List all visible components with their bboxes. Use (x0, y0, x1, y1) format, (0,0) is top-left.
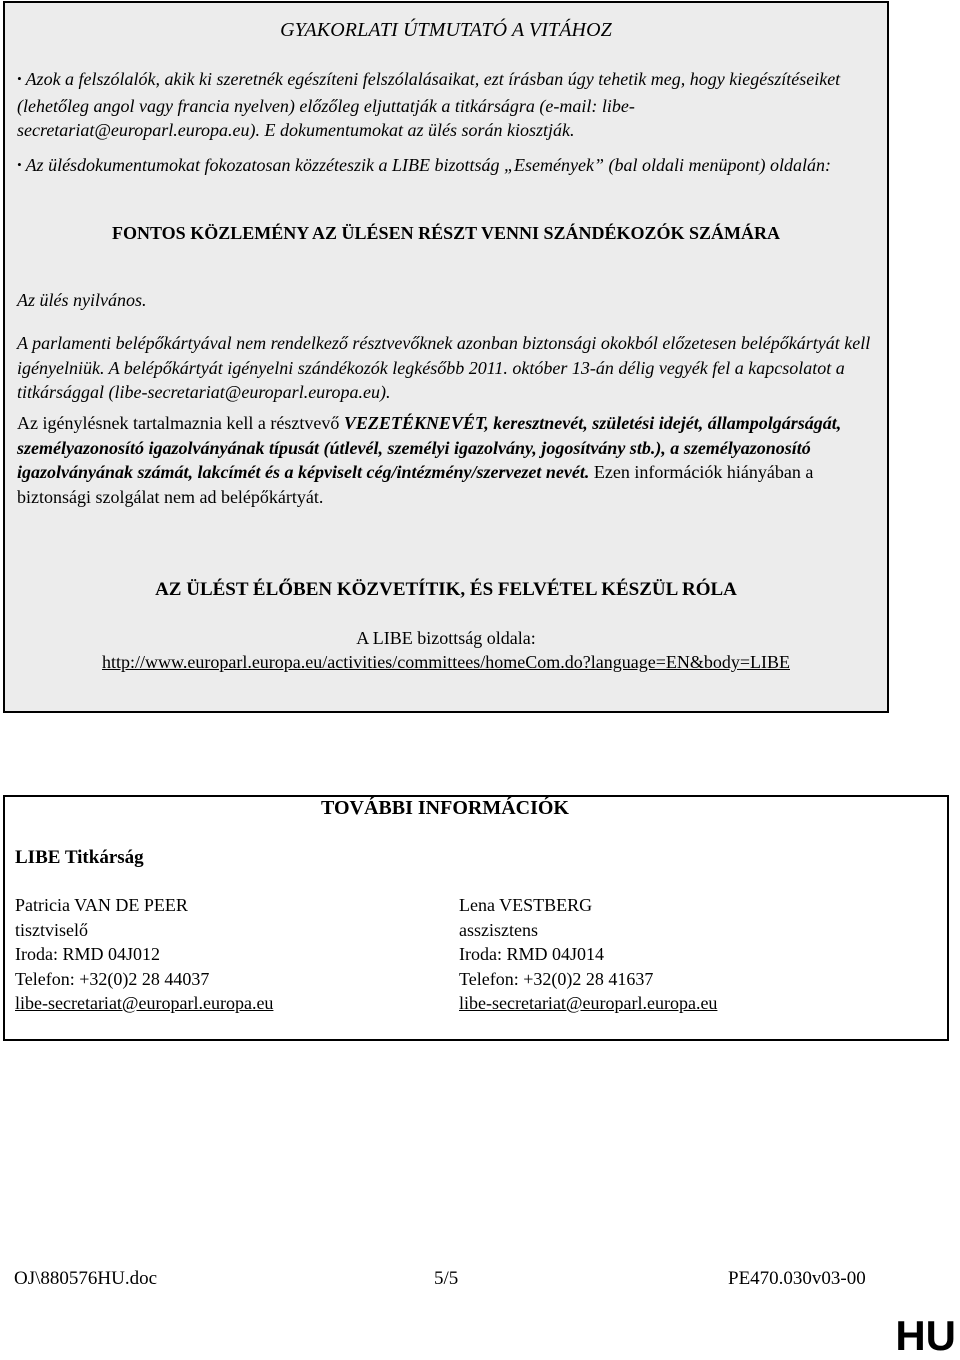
bullet-icon: • (17, 71, 22, 86)
contact-office: Iroda: RMD 04J014 (459, 944, 604, 964)
bullet-speakers-text: Azok a felszólalók, akik ki szeretnék egészíteni felszólalásaikat, ezt írásban úgy tehetik meg, hogy kiegészítéseiket (lehetőleg angol vagy francia nyelven) előzőleg eljuttatják a titkárságra (e-mail: libe-secretariat@europarl.europa.eu). E dokumentumokat az ülés során kiosztják. (17, 69, 841, 140)
broadcast-heading: AZ ÜLÉST ÉLŐBEN KÖZVETÍTIK, ÉS FELVÉTEL KÉSZÜL RÓLA (155, 579, 737, 600)
language-code: HU (895, 1312, 956, 1359)
libe-url-container (5, 652, 887, 673)
libe-page-label: A LIBE bizottság oldala: (356, 628, 536, 648)
bullet-documents (17, 153, 873, 180)
contact-name: Patricia VAN DE PEER (15, 895, 188, 915)
access-card-paragraph: A parlamenti belépőkártyával nem rendelkező résztvevőknek azonban biztonsági okokból előzetesen belépőkártyát kell igényelniük. A belépőkártyát igényelni szándékozók legkésőbb 2011. október 13-án délig vegyék fel a kapcsolatot a titkársággal (libe-secretariat@europarl.europa.eu). (17, 333, 871, 402)
notice-heading: FONTOS KÖZLEMÉNY AZ ÜLÉSEN RÉSZT VENNI SZÁNDÉKOZÓK SZÁMÁRA (112, 223, 780, 243)
request-required-fields: VEZETÉKNEVÉT, keresztnevét, születési idejét, állampolgárságát, személyazonosító igazolványának típusát (útlevél, személyi igazolvány, jogosítvány stb.), a személyazonosító igazolványának számát, lakcímét és a képviselt cég/intézmény/szervezet nevét. (17, 413, 842, 482)
contact-card (459, 893, 717, 1016)
contact-role: tisztviselő (15, 919, 88, 940)
contact-email-link[interactable]: libe-secretariat@europarl.europa.eu (459, 993, 718, 1013)
bullet-documents-text: Az ülésdokumentumokat fokozatosan közzéteszik a LIBE bizottság „Események” (bal oldali menüpont) oldalán: (25, 155, 831, 175)
secretariat-label: LIBE Titkárság (15, 847, 144, 868)
contact-email-link[interactable]: libe-secretariat@europarl.europa.eu (15, 993, 274, 1013)
request-paragraph (17, 411, 873, 509)
request-intro: Az igénylésnek tartalmaznia kell a résztvevő (17, 413, 344, 433)
bullet-speakers (17, 67, 873, 143)
libe-url-link[interactable]: http://www.europarl.europa.eu/activities/committees/homeCom.do?language=EN&body=LIBE (102, 652, 790, 672)
contact-name: Lena VESTBERG (459, 895, 593, 915)
guide-title: GYAKORLATI ÚTMUTATÓ A VITÁHOZ (280, 19, 612, 41)
info-title: TOVÁBBI INFORMÁCIÓK (321, 797, 569, 819)
contact-card (15, 893, 273, 1016)
request-end: Ezen információk hiányában a biztonsági szolgálat nem ad belépőkártyát. (17, 462, 814, 507)
bullet-icon: • (17, 157, 22, 172)
contact-phone: Telefon: +32(0)2 28 44037 (15, 968, 210, 989)
further-info-box (3, 795, 949, 1041)
contact-role: asszisztens (459, 919, 538, 940)
footer-pe-ref: PE470.030v03-00 (728, 1268, 866, 1289)
footer-doc-ref: OJ\880576HU.doc (14, 1268, 158, 1289)
contact-phone: Telefon: +32(0)2 28 41637 (459, 968, 654, 989)
debate-guide-box (3, 1, 889, 713)
footer-page-number: 5/5 (434, 1268, 459, 1289)
contact-office: Iroda: RMD 04J012 (15, 944, 160, 964)
public-note: Az ülés nyilvános. (17, 290, 147, 310)
